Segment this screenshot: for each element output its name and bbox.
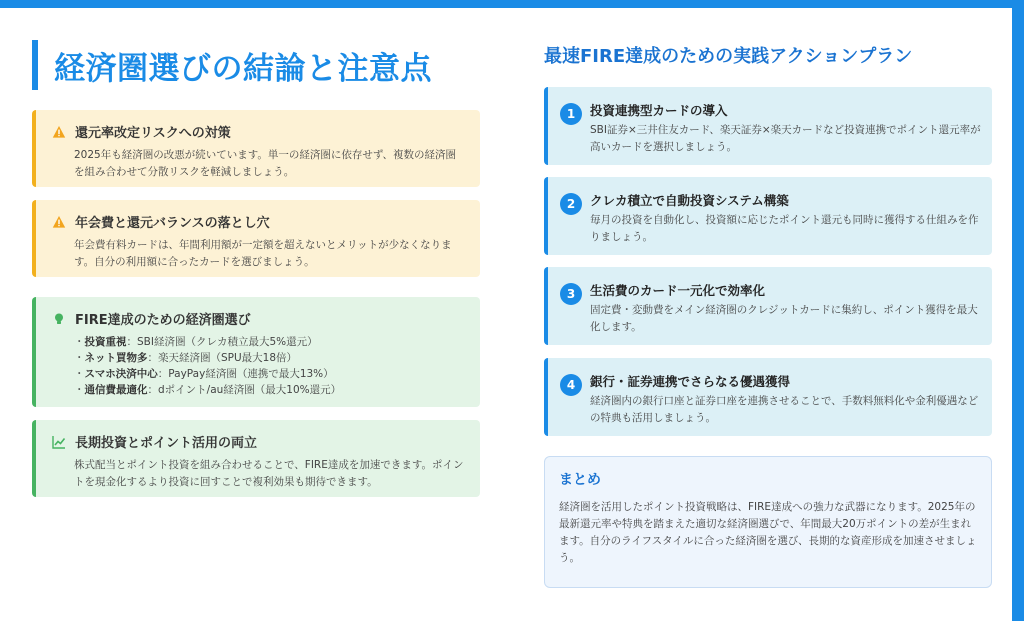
step-description: 経済圏内の銀行口座と証券口座を連携させることで、手数料無料化や金利優遇などの特典も活用しましょう。 (590, 395, 979, 424)
card-body: 年会費有料カードは、年間利用額が一定額を超えないとメリットが少なくなります。自分の利用額に合ったカードを選びましょう。 (74, 239, 452, 268)
step-title: 生活費のカード一元化で効率化 (590, 283, 766, 298)
step-number-badge: 1 (560, 103, 582, 125)
action-step-3 (544, 267, 992, 345)
step-number-badge: 4 (560, 374, 582, 396)
right-accent-bar (1012, 0, 1024, 621)
warning-icon (52, 215, 66, 229)
step-number-badge: 3 (560, 283, 582, 305)
page-title: 経済圏選びの結論と注意点 (32, 40, 480, 90)
left-column (32, 40, 480, 488)
action-step-1 (544, 87, 992, 165)
action-step-2 (544, 177, 992, 255)
step-title: 銀行・証券連携でさらなる優遇獲得 (590, 374, 791, 389)
step-description: 固定費・変動費をメイン経済圏のクレジットカードに集約し、ポイント獲得を最大化します。 (590, 304, 978, 333)
step-description: 毎月の投資を自動化し、投資額に応じたポイント還元も同時に獲得する仕組みを作りましょう。 (590, 214, 979, 243)
right-column (544, 40, 992, 564)
card-long-term-investing (32, 420, 480, 497)
warning-icon (52, 125, 66, 139)
card-fire-selection (32, 297, 480, 407)
card-title: 年会費と還元バランスの落とし穴 (75, 216, 270, 231)
step-number-badge: 2 (560, 193, 582, 215)
step-title: 投資連携型カードの導入 (590, 103, 728, 118)
list-item: ・ 投資重視：SBI経済圏（クレカ積立最大5%還元） (74, 334, 464, 350)
action-step-4 (544, 358, 992, 436)
list-item: ・ ネット買物多：楽天経済圏（SPU最大18倍） (74, 350, 464, 366)
card-rate-revision-risk (32, 110, 480, 187)
list-item: ・ 通信費最適化：dポイント/au経済圏（最大10%還元） (74, 382, 464, 398)
list-item: ・ スマホ決済中心：PayPay経済圏（連携で最大13%） (74, 366, 464, 382)
card-body: 株式配当とポイント投資を組み合わせることで、FIRE達成を加速できます。ポイントを現金化するより投資に回すことで複利効果も期待できます。 (74, 459, 464, 488)
card-title: 長期投資とポイント活用の両立 (75, 436, 258, 451)
action-plan-title: 最速FIRE達成のための実践アクションプラン (544, 46, 913, 67)
top-accent-bar (0, 0, 1024, 8)
step-title: クレカ積立で自動投資システム構築 (590, 193, 789, 208)
fire-selection-list (52, 334, 464, 398)
step-description: SBI証券×三井住友カード、楽天証券×楽天カードなど投資連携でポイント還元率が高いカードを選択しましょう。 (590, 124, 981, 153)
card-body: 2025年も経済圏の改悪が続いています。単一の経済圏に依存せず、複数の経済圏を組み合わせて分散リスクを軽減しましょう。 (74, 149, 457, 178)
lightbulb-icon (52, 312, 66, 326)
summary-box (544, 456, 992, 588)
summary-text: 経済圏を活用したポイント投資戦略は、FIRE達成への強力な武器になります。2025年の最新還元率や特典を踏まえた適切な経済圏選びで、年間最大20万ポイントの差が生まれます。自分のライフスタイルに合った経済圏を選び、長期的な資産形成を加速させましょう。 (559, 501, 977, 564)
chart-line-icon (52, 435, 66, 449)
card-title: FIRE達成のための経済圏選び (75, 313, 251, 328)
summary-title: まとめ (559, 472, 601, 488)
card-annual-fee-pitfall (32, 200, 480, 277)
card-title: 還元率改定リスクへの対策 (75, 126, 231, 141)
